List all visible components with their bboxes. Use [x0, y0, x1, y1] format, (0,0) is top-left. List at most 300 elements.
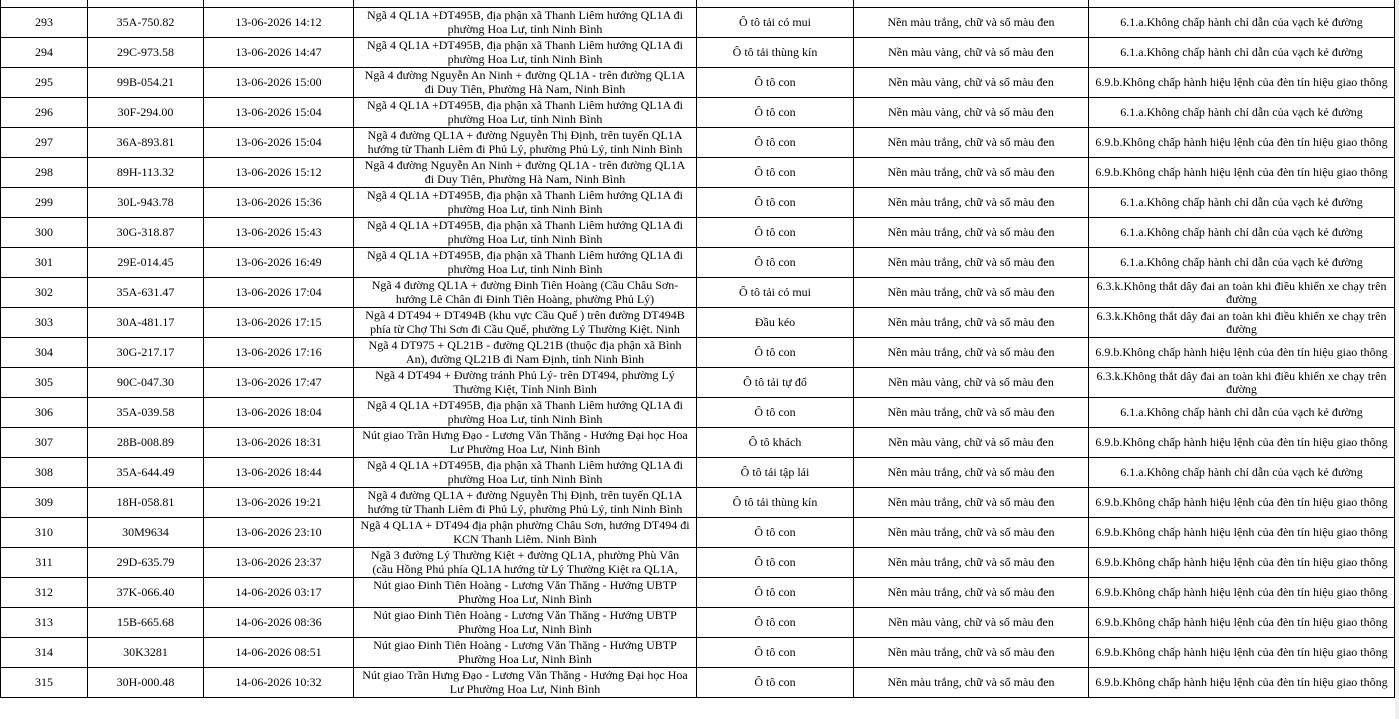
- plate-color-text: Nền màu trắng, chữ và số màu đen: [887, 526, 1055, 539]
- plate-number-cell: [88, 338, 204, 368]
- row-number-cell: [1, 518, 88, 548]
- violation-time-text: 13-06-2026 23:10: [235, 526, 322, 539]
- plate-color-cell: [854, 518, 1089, 548]
- plate-color-cell: [854, 428, 1089, 458]
- plate-color-text: Nền màu trắng, chữ và số màu đen: [887, 316, 1055, 329]
- vehicle-type-cell: [697, 278, 854, 308]
- table-row[interactable]: [1, 68, 1395, 98]
- violation-text: 6.3.k.Không thắt dây đai an toàn khi điều khiển xe chạy trên đường: [1096, 369, 1387, 396]
- plate-color-text: Nền màu trắng, chữ và số màu đen: [887, 166, 1055, 179]
- violation-time-text: 13-06-2026 18:44: [235, 466, 322, 479]
- violation-time-cell: [204, 158, 354, 188]
- violation-text: 6.1.a.Không chấp hành chỉ dẫn của vạch kẻ đường: [1120, 256, 1363, 269]
- violation-cell: [1089, 188, 1395, 218]
- table-row[interactable]: [1, 368, 1395, 398]
- location-text: Nút giao Trần Hưng Đạo - Lương Văn Thăng - Hướng Đại học Hoa Lư Phường Hoa Lư, Ninh Bình: [362, 429, 688, 456]
- table-row[interactable]: [1, 338, 1395, 368]
- table-row[interactable]: [1, 188, 1395, 218]
- violation-time-cell: [204, 98, 354, 128]
- vehicle-type-cell: [697, 518, 854, 548]
- plate-color-cell: [854, 308, 1089, 338]
- plate-number-cell: [88, 398, 204, 428]
- row-number-text: 300: [35, 226, 53, 239]
- row-number-text: 296: [35, 106, 53, 119]
- vehicle-type-text: Ô tô con: [754, 406, 796, 419]
- plate-number-cell: [88, 188, 204, 218]
- table-row[interactable]: [1, 398, 1395, 428]
- vehicle-type-cell: [697, 218, 854, 248]
- vehicle-type-cell: [697, 338, 854, 368]
- table-row[interactable]: [1, 548, 1395, 578]
- row-number-cell: [1, 578, 88, 608]
- plate-color-cell: [854, 668, 1089, 698]
- plate-number-text: 89H-113.32: [116, 166, 175, 179]
- location-cell: [354, 308, 697, 338]
- vehicle-type-cell: [697, 398, 854, 428]
- location-cell: [354, 488, 697, 518]
- vehicle-type-text: Ô tô tải tự đổ: [743, 376, 807, 389]
- violation-time-text: 13-06-2026 18:31: [235, 436, 322, 449]
- plate-color-cell: [854, 68, 1089, 98]
- violation-time-cell: [204, 68, 354, 98]
- row-number-cell: [1, 188, 88, 218]
- row-number-cell: [1, 608, 88, 638]
- location-text: Ngã 4 QL1A +DT495B, địa phận xã Thanh Liêm hướng QL1A đi phường Hoa Lư, tỉnh Ninh Bình: [366, 189, 684, 216]
- table-row[interactable]: [1, 308, 1395, 338]
- plate-number-cell: [88, 488, 204, 518]
- vehicle-type-cell: [697, 608, 854, 638]
- previous-row-tail: [0, 0, 1395, 7]
- location-cell: [354, 128, 697, 158]
- location-text: Ngã 4 QL1A +DT495B, địa phận xã Thanh Liêm hướng QL1A đi phường Hoa Lư, tỉnh Ninh Bình: [366, 99, 684, 126]
- row-number-cell: [1, 428, 88, 458]
- plate-number-text: 99B-054.21: [117, 76, 174, 89]
- plate-number-cell: [88, 8, 204, 38]
- violation-time-cell: [204, 578, 354, 608]
- plate-color-text: Nền màu trắng, chữ và số màu đen: [887, 646, 1055, 659]
- plate-color-cell: [854, 368, 1089, 398]
- plate-color-cell: [854, 488, 1089, 518]
- row-number-text: 306: [35, 406, 53, 419]
- violation-cell: [1089, 518, 1395, 548]
- violation-cell: [1089, 308, 1395, 338]
- row-number-cell: [1, 128, 88, 158]
- violation-text: 6.9.b.Không chấp hành hiệu lệnh của đèn tín hiệu giao thông: [1095, 496, 1388, 509]
- plate-number-cell: [88, 518, 204, 548]
- violation-text: 6.1.a.Không chấp hành chỉ dẫn của vạch kẻ đường: [1120, 196, 1363, 209]
- plate-number-text: 35A-039.58: [116, 406, 175, 419]
- plate-number-cell: [88, 218, 204, 248]
- location-cell: [354, 518, 697, 548]
- vehicle-type-cell: [697, 158, 854, 188]
- table-row[interactable]: [1, 518, 1395, 548]
- violation-time-text: 14-06-2026 08:51: [235, 646, 322, 659]
- location-text: Ngã 4 QL1A + DT494 địa phận phường Châu Sơn, hướng DT494 đi KCN Thanh Liêm. Ninh Bình: [360, 519, 690, 546]
- plate-number-text: 30A-481.17: [116, 316, 175, 329]
- violation-time-cell: [204, 218, 354, 248]
- vehicle-type-cell: [697, 458, 854, 488]
- location-text: Nút giao Đinh Tiên Hoàng - Lương Văn Thăng - Hướng UBTP Phường Hoa Lư, Ninh Bình: [373, 609, 677, 636]
- plate-color-text: Nền màu trắng, chữ và số màu đen: [887, 16, 1055, 29]
- location-cell: [354, 68, 697, 98]
- plate-number-text: 18H-058.81: [116, 496, 175, 509]
- violation-time-text: 14-06-2026 08:36: [235, 616, 322, 629]
- row-number-text: 298: [35, 166, 53, 179]
- plate-color-text: Nền màu trắng, chữ và số màu đen: [887, 466, 1055, 479]
- plate-color-cell: [854, 548, 1089, 578]
- row-number-cell: [1, 38, 88, 68]
- location-cell: [354, 338, 697, 368]
- vehicle-type-text: Ô tô con: [754, 676, 796, 689]
- row-number-cell: [1, 308, 88, 338]
- table-body: [1, 8, 1395, 698]
- violation-time-cell: [204, 428, 354, 458]
- vehicle-type-text: Ô tô con: [754, 346, 796, 359]
- vehicle-type-text: Ô tô con: [754, 196, 796, 209]
- violation-text: 6.1.a.Không chấp hành chỉ dẫn của vạch kẻ đường: [1120, 106, 1363, 119]
- row-number-cell: [1, 248, 88, 278]
- violation-text: 6.9.b.Không chấp hành hiệu lệnh của đèn tín hiệu giao thông: [1095, 136, 1388, 149]
- row-number-cell: [1, 668, 88, 698]
- violation-cell: [1089, 578, 1395, 608]
- plate-number-text: 35A-750.82: [116, 16, 175, 29]
- violation-cell: [1089, 668, 1395, 698]
- table-row[interactable]: [1, 158, 1395, 188]
- plate-number-cell: [88, 98, 204, 128]
- violation-cell: [1089, 458, 1395, 488]
- plate-color-cell: [854, 398, 1089, 428]
- location-text: Ngã 4 QL1A +DT495B, địa phận xã Thanh Liêm hướng QL1A đi phường Hoa Lư, tỉnh Ninh Bình: [366, 219, 684, 246]
- violation-text: 6.9.b.Không chấp hành hiệu lệnh của đèn tín hiệu giao thông: [1095, 76, 1388, 89]
- plate-number-cell: [88, 428, 204, 458]
- vehicle-type-text: Ô tô con: [754, 166, 796, 179]
- location-cell: [354, 578, 697, 608]
- violation-time-cell: [204, 278, 354, 308]
- vehicle-type-cell: [697, 308, 854, 338]
- violation-time-text: 13-06-2026 18:04: [235, 406, 322, 419]
- vehicle-type-text: Ô tô con: [754, 616, 796, 629]
- vehicle-type-cell: [697, 8, 854, 38]
- vehicle-type-cell: [697, 188, 854, 218]
- violation-time-cell: [204, 188, 354, 218]
- violation-time-cell: [204, 338, 354, 368]
- plate-color-text: Nền màu trắng, chữ và số màu đen: [887, 286, 1055, 299]
- row-number-cell: [1, 8, 88, 38]
- violation-cell: [1089, 248, 1395, 278]
- plate-color-cell: [854, 38, 1089, 68]
- row-number-text: 293: [35, 16, 53, 29]
- plate-color-cell: [854, 128, 1089, 158]
- plate-number-text: 30M9634: [122, 526, 169, 539]
- violation-cell: [1089, 488, 1395, 518]
- violation-cell: [1089, 68, 1395, 98]
- plate-color-cell: [854, 8, 1089, 38]
- violation-time-text: 13-06-2026 15:04: [235, 136, 322, 149]
- violation-text: 6.9.b.Không chấp hành hiệu lệnh của đèn tín hiệu giao thông: [1095, 646, 1388, 659]
- violation-cell: [1089, 98, 1395, 128]
- table-row[interactable]: [1, 578, 1395, 608]
- scrollbar-edge[interactable]: [1395, 0, 1399, 719]
- location-text: Ngã 4 DT975 + QL21B - đường QL21B (thuộc địa phận xã Bình An), đường QL21B đi Nam Định, tỉnh Ninh Bình: [368, 339, 682, 366]
- violation-cell: [1089, 608, 1395, 638]
- violation-time-cell: [204, 488, 354, 518]
- violation-text: 6.9.b.Không chấp hành hiệu lệnh của đèn tín hiệu giao thông: [1095, 676, 1388, 689]
- table-row[interactable]: [1, 668, 1395, 698]
- location-text: Ngã 4 QL1A +DT495B, địa phận xã Thanh Liêm hướng QL1A đi phường Hoa Lư, tỉnh Ninh Bình: [366, 9, 684, 36]
- vehicle-type-text: Ô tô con: [754, 586, 796, 599]
- location-text: Ngã 4 QL1A +DT495B, địa phận xã Thanh Liêm hướng QL1A đi phường Hoa Lư, tỉnh Ninh Bình: [366, 39, 684, 66]
- violation-time-cell: [204, 398, 354, 428]
- violation-text: 6.9.b.Không chấp hành hiệu lệnh của đèn tín hiệu giao thông: [1095, 616, 1388, 629]
- vehicle-type-cell: [697, 578, 854, 608]
- vehicle-type-cell: [697, 38, 854, 68]
- plate-number-text: 29D-635.79: [116, 556, 175, 569]
- plate-color-cell: [854, 458, 1089, 488]
- table-row[interactable]: [1, 428, 1395, 458]
- violation-time-text: 13-06-2026 14:47: [235, 46, 322, 59]
- location-text: Ngã 4 đường QL1A + đường Nguyễn Thị Định, trên tuyến QL1A hướng từ Thanh Liêm đi Phủ Lý, phường Phủ Lý, tỉnh Ninh Bình: [367, 129, 683, 156]
- vehicle-type-cell: [697, 368, 854, 398]
- violation-text: 6.1.a.Không chấp hành chỉ dẫn của vạch kẻ đường: [1120, 406, 1363, 419]
- plate-number-text: 30F-294.00: [117, 106, 174, 119]
- plate-color-cell: [854, 278, 1089, 308]
- table-row[interactable]: [1, 128, 1395, 158]
- table-row[interactable]: [1, 248, 1395, 278]
- location-text: Ngã 4 đường Nguyễn An Ninh + đường QL1A - trên đường QL1A đi Duy Tiên, Phường Hà Nam, Ninh Bình: [364, 69, 686, 96]
- location-cell: [354, 668, 697, 698]
- location-text: Ngã 4 QL1A +DT495B, địa phận xã Thanh Liêm hướng QL1A đi phường Hoa Lư, tỉnh Ninh Bình: [366, 399, 684, 426]
- location-text: Ngã 4 đường QL1A + đường Đinh Tiên Hoàng (Cầu Châu Sơn-hướng Lê Chân đi Đinh Tiên Hoàng, phường Phủ Lý): [371, 279, 679, 306]
- violation-cell: [1089, 638, 1395, 668]
- row-number-text: 302: [35, 286, 53, 299]
- violation-time-cell: [204, 548, 354, 578]
- violations-table-container: [0, 7, 1394, 698]
- plate-color-text: Nền màu vàng, chữ và số màu đen: [888, 376, 1054, 389]
- location-text: Nút giao Đinh Tiên Hoàng - Lương Văn Thăng - Hướng UBTP Phường Hoa Lư, Ninh Bình: [373, 639, 677, 666]
- row-number-text: 295: [35, 76, 53, 89]
- violation-time-cell: [204, 368, 354, 398]
- location-cell: [354, 428, 697, 458]
- row-number-cell: [1, 278, 88, 308]
- row-number-text: 307: [35, 436, 53, 449]
- plate-number-text: 30G-217.17: [116, 346, 175, 359]
- vehicle-type-text: Ô tô tải thùng kín: [732, 496, 818, 509]
- plate-number-text: 15B-665.68: [117, 616, 174, 629]
- plate-color-cell: [854, 578, 1089, 608]
- location-cell: [354, 548, 697, 578]
- row-number-cell: [1, 68, 88, 98]
- row-number-cell: [1, 458, 88, 488]
- plate-number-text: 36A-893.81: [116, 136, 175, 149]
- vehicle-type-text: Ô tô con: [754, 106, 796, 119]
- location-text: Ngã 4 đường QL1A + đường Nguyễn Thị Định, trên tuyến QL1A hướng từ Thanh Liêm đi Phủ Lý, phường Phủ Lý, tỉnh Ninh Bình: [367, 489, 683, 516]
- vehicle-type-cell: [697, 68, 854, 98]
- violation-time-text: 13-06-2026 17:15: [235, 316, 322, 329]
- violation-time-cell: [204, 248, 354, 278]
- plate-color-text: Nền màu trắng, chữ và số màu đen: [887, 406, 1055, 419]
- violation-text: 6.9.b.Không chấp hành hiệu lệnh của đèn tín hiệu giao thông: [1095, 526, 1388, 539]
- row-number-text: 303: [35, 316, 53, 329]
- plate-color-text: Nền màu vàng, chữ và số màu đen: [888, 46, 1054, 59]
- violation-cell: [1089, 368, 1395, 398]
- location-cell: [354, 38, 697, 68]
- violations-table: [0, 7, 1395, 698]
- vehicle-type-cell: [697, 548, 854, 578]
- vehicle-type-text: Ô tô con: [754, 136, 796, 149]
- row-number-cell: [1, 158, 88, 188]
- violation-text: 6.9.b.Không chấp hành hiệu lệnh của đèn tín hiệu giao thông: [1095, 436, 1388, 449]
- row-number-text: 309: [35, 496, 53, 509]
- plate-number-cell: [88, 308, 204, 338]
- plate-number-text: 37K-066.40: [116, 586, 175, 599]
- row-number-cell: [1, 98, 88, 128]
- violation-time-text: 14-06-2026 03:17: [235, 586, 322, 599]
- plate-color-cell: [854, 188, 1089, 218]
- plate-number-cell: [88, 368, 204, 398]
- plate-color-cell: [854, 98, 1089, 128]
- plate-color-text: Nền màu trắng, chữ và số màu đen: [887, 586, 1055, 599]
- table-row[interactable]: [1, 98, 1395, 128]
- plate-number-text: 29E-014.45: [117, 256, 174, 269]
- violation-time-text: 13-06-2026 17:16: [235, 346, 322, 359]
- violation-cell: [1089, 158, 1395, 188]
- violation-time-cell: [204, 458, 354, 488]
- violation-time-cell: [204, 668, 354, 698]
- row-number-cell: [1, 638, 88, 668]
- violation-cell: [1089, 218, 1395, 248]
- violation-cell: [1089, 428, 1395, 458]
- plate-color-text: Nền màu trắng, chữ và số màu đen: [887, 226, 1055, 239]
- location-text: Nút giao Đinh Tiên Hoàng - Lương Văn Thăng - Hướng UBTP Phường Hoa Lư, Ninh Bình: [373, 579, 677, 606]
- violation-time-cell: [204, 518, 354, 548]
- vehicle-type-text: Đầu kéo: [754, 316, 796, 329]
- plate-number-cell: [88, 668, 204, 698]
- violation-time-text: 13-06-2026 16:49: [235, 256, 322, 269]
- plate-color-text: Nền màu trắng, chữ và số màu đen: [887, 676, 1055, 689]
- vehicle-type-text: Ô tô con: [754, 226, 796, 239]
- violation-text: 6.1.a.Không chấp hành chỉ dẫn của vạch kẻ đường: [1120, 466, 1363, 479]
- location-cell: [354, 278, 697, 308]
- violation-cell: [1089, 398, 1395, 428]
- location-text: Ngã 4 QL1A +DT495B, địa phận xã Thanh Liêm hướng QL1A đi phường Hoa Lư, tỉnh Ninh Bình: [366, 459, 684, 486]
- plate-color-text: Nền màu vàng, chữ và số màu đen: [888, 76, 1054, 89]
- table-row[interactable]: [1, 638, 1395, 668]
- violation-cell: [1089, 128, 1395, 158]
- location-text: Ngã 3 đường Lý Thường Kiệt + đường QL1A, phường Phù Vân (cầu Hồng Phú phía QL1A hướng từ Lý Thường Kiệt ra QL1A,: [370, 549, 680, 576]
- plate-number-text: 30L-943.78: [117, 196, 174, 209]
- row-number-text: 312: [35, 586, 53, 599]
- plate-color-cell: [854, 338, 1089, 368]
- row-number-text: 310: [35, 526, 53, 539]
- violation-time-cell: [204, 8, 354, 38]
- plate-color-text: Nền màu trắng, chữ và số màu đen: [887, 556, 1055, 569]
- violation-text: 6.9.b.Không chấp hành hiệu lệnh của đèn tín hiệu giao thông: [1095, 556, 1388, 569]
- plate-number-cell: [88, 638, 204, 668]
- vehicle-type-text: Ô tô con: [754, 256, 796, 269]
- location-cell: [354, 248, 697, 278]
- row-number-cell: [1, 368, 88, 398]
- plate-color-text: Nền màu vàng, chữ và số màu đen: [888, 436, 1054, 449]
- violation-text: 6.1.a.Không chấp hành chỉ dẫn của vạch kẻ đường: [1120, 46, 1363, 59]
- vehicle-type-text: Ô tô con: [754, 526, 796, 539]
- plate-number-text: 30H-000.48: [116, 676, 175, 689]
- table-row[interactable]: [1, 608, 1395, 638]
- row-number-text: 297: [35, 136, 53, 149]
- row-number-text: 308: [35, 466, 53, 479]
- location-cell: [354, 158, 697, 188]
- vehicle-type-text: Ô tô tải có mui: [739, 286, 811, 299]
- location-text: Ngã 4 QL1A +DT495B, địa phận xã Thanh Liêm hướng QL1A đi phường Hoa Lư, tỉnh Ninh Bình: [366, 249, 684, 276]
- plate-number-cell: [88, 608, 204, 638]
- row-number-text: 315: [35, 676, 53, 689]
- violation-time-text: 13-06-2026 15:12: [235, 166, 322, 179]
- vehicle-type-text: Ô tô con: [754, 646, 796, 659]
- violation-text: 6.9.b.Không chấp hành hiệu lệnh của đèn tín hiệu giao thông: [1095, 346, 1388, 359]
- plate-number-text: 30G-318.87: [116, 226, 175, 239]
- violation-time-cell: [204, 128, 354, 158]
- vehicle-type-text: Ô tô khách: [748, 436, 802, 449]
- violation-time-text: 13-06-2026 15:43: [235, 226, 322, 239]
- location-cell: [354, 638, 697, 668]
- violation-time-text: 13-06-2026 23:37: [235, 556, 322, 569]
- location-text: Ngã 4 DT494 + DT494B (khu vực Cầu Quế ) trên đường DT494B phía từ Chợ Thi Sơn đi Cầu Quế, phường Lý Thường Kiệt. Ninh: [365, 309, 685, 336]
- plate-number-cell: [88, 458, 204, 488]
- violation-text: 6.1.a.Không chấp hành chỉ dẫn của vạch kẻ đường: [1120, 16, 1363, 29]
- plate-number-text: 35A-631.47: [116, 286, 175, 299]
- vehicle-type-text: Ô tô tải tập lái: [740, 466, 810, 479]
- location-text: Ngã 4 DT494 + Đường tránh Phủ Lý- trên DT494, phường Lý Thường Kiệt, Tỉnh Ninh Bình: [375, 369, 675, 396]
- vehicle-type-text: Ô tô con: [754, 76, 796, 89]
- violation-time-cell: [204, 608, 354, 638]
- plate-color-text: Nền màu trắng, chữ và số màu đen: [887, 196, 1055, 209]
- violation-cell: [1089, 8, 1395, 38]
- violation-time-text: 13-06-2026 15:00: [235, 76, 322, 89]
- row-number-cell: [1, 398, 88, 428]
- table-row[interactable]: [1, 278, 1395, 308]
- location-cell: [354, 98, 697, 128]
- violation-time-text: 13-06-2026 19:21: [235, 496, 322, 509]
- violation-time-text: 13-06-2026 14:12: [235, 16, 322, 29]
- location-cell: [354, 398, 697, 428]
- plate-number-text: 29C-973.58: [117, 46, 174, 59]
- violation-cell: [1089, 338, 1395, 368]
- violation-time-cell: [204, 638, 354, 668]
- plate-color-cell: [854, 248, 1089, 278]
- table-row[interactable]: [1, 218, 1395, 248]
- vehicle-type-cell: [697, 488, 854, 518]
- table-row[interactable]: [1, 488, 1395, 518]
- location-cell: [354, 608, 697, 638]
- row-number-text: 314: [35, 646, 53, 659]
- table-row[interactable]: [1, 458, 1395, 488]
- plate-color-text: Nền màu trắng, chữ và số màu đen: [887, 256, 1055, 269]
- table-row[interactable]: [1, 38, 1395, 68]
- violation-time-text: 14-06-2026 10:32: [235, 676, 322, 689]
- violation-cell: [1089, 278, 1395, 308]
- plate-color-text: Nền màu trắng, chữ và số màu đen: [887, 496, 1055, 509]
- violation-cell: [1089, 548, 1395, 578]
- violation-text: 6.9.b.Không chấp hành hiệu lệnh của đèn tín hiệu giao thông: [1095, 586, 1388, 599]
- vehicle-type-text: Ô tô tải có mui: [739, 16, 811, 29]
- plate-color-cell: [854, 638, 1089, 668]
- table-row[interactable]: [1, 8, 1395, 38]
- plate-number-cell: [88, 548, 204, 578]
- plate-number-text: 28B-008.89: [117, 436, 174, 449]
- plate-color-text: Nền màu vàng, chữ và số màu đen: [888, 616, 1054, 629]
- violation-time-text: 13-06-2026 15:04: [235, 106, 322, 119]
- row-number-text: 294: [35, 46, 53, 59]
- vehicle-type-cell: [697, 248, 854, 278]
